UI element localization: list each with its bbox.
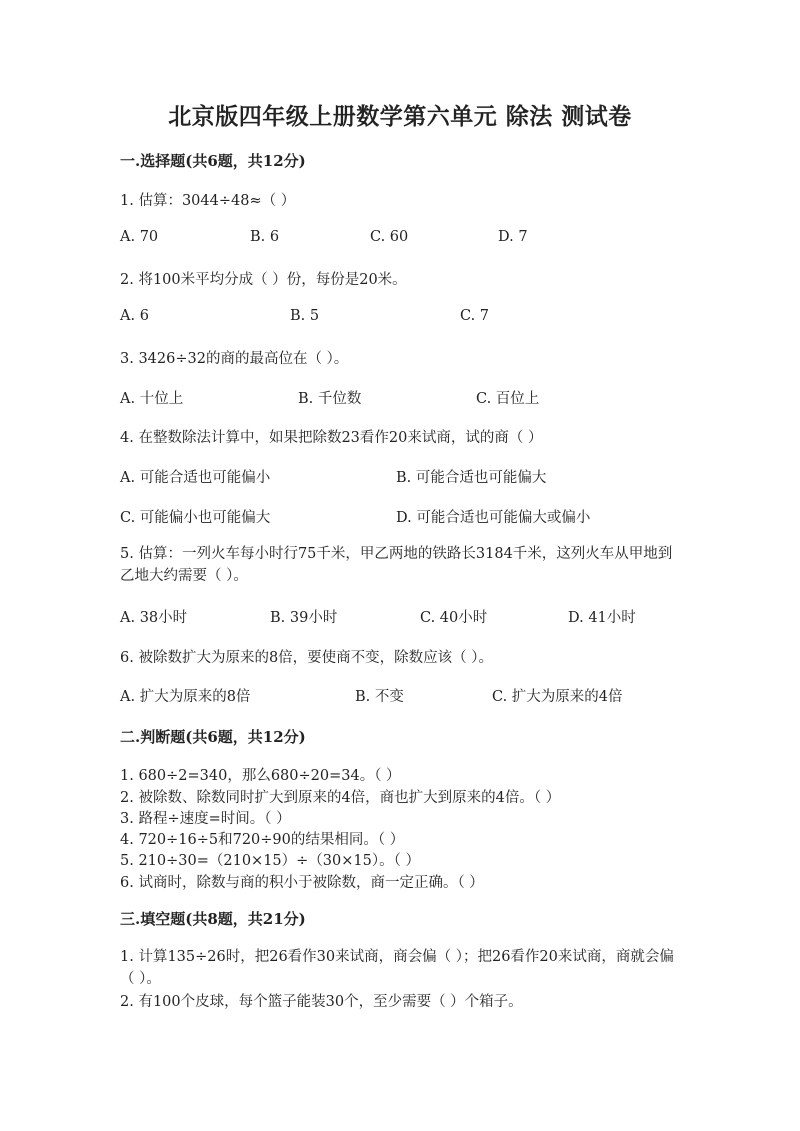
q1-option-b: B. 6 (250, 229, 280, 245)
q5-option-c: C. 40小时 (420, 610, 488, 626)
q2-option-b: B. 5 (290, 308, 320, 324)
q5-option-a: A. 38小时 (120, 610, 188, 626)
section-heading-choice: 一.选择题(共6题，共12分) (120, 152, 306, 170)
judge-line-5: 5. 210÷30=（210×15）÷（30×15）。（ ） (120, 853, 420, 869)
judge-line-1: 1. 680÷2=340，那么680÷20=34。（ ） (120, 768, 401, 784)
q5-option-d: D. 41小时 (568, 610, 636, 626)
q3-option-b: B. 千位数 (298, 391, 362, 407)
q5-option-b: B. 39小时 (270, 610, 338, 626)
question-1: 1. 估算：3044÷48≈（ ） (120, 193, 296, 209)
question-4: 4. 在整数除法计算中，如果把除数23看作20来试商，试的商（ ） (120, 430, 543, 446)
q4-option-c: C. 可能偏小也可能偏大 (120, 510, 271, 526)
question-6: 6. 被除数扩大为原来的8倍，要使商不变，除数应该（ ）。 (120, 650, 494, 666)
judge-line-4: 4. 720÷16÷5和720÷90的结果相同。（ ） (120, 832, 405, 848)
page-title: 北京版四年级上册数学第六单元 除法 测试卷 (168, 103, 632, 130)
question-5: 5. 估算：一列火车每小时行75千米，甲乙两地的铁路长3184千米，这列火车从甲地到乙地大约需要（ ）。 (120, 546, 673, 584)
q3-option-c: C. 百位上 (476, 391, 540, 407)
judge-line-6: 6. 试商时，除数与商的积小于被除数，商一定正确。（ ） (120, 875, 484, 891)
q6-option-b: B. 不变 (355, 689, 404, 705)
judge-line-3: 3. 路程÷速度=时间。（ ） (120, 811, 291, 827)
q1-option-c: C. 60 (370, 229, 409, 245)
fill-line-1: 1. 计算135÷26时，把26看作30来试商，商会偏（ ）；把26看作20来试商，商就会偏（ ）。 (120, 949, 674, 987)
q6-option-c: C. 扩大为原来的4倍 (492, 689, 623, 705)
q6-option-a: A. 扩大为原来的8倍 (120, 689, 251, 705)
judge-line-2: 2. 被除数、除数同时扩大到原来的4倍，商也扩大到原来的4倍。（ ） (120, 790, 561, 806)
section-heading-fill: 三.填空题(共8题，共21分) (120, 910, 306, 928)
q3-option-a: A. 十位上 (120, 391, 184, 407)
q2-option-a: A. 6 (120, 308, 149, 324)
question-3: 3. 3426÷32的商的最高位在（ ）。 (120, 351, 349, 367)
q4-option-b: B. 可能合适也可能偏大 (396, 470, 547, 486)
section-heading-judge: 二.判断题(共6题，共12分) (120, 728, 306, 746)
fill-line-2: 2. 有100个皮球，每个篮子能装30个，至少需要（ ）个箱子。 (120, 994, 523, 1010)
q1-option-a: A. 70 (120, 229, 159, 245)
q1-option-d: D. 7 (498, 229, 528, 245)
question-2: 2. 将100米平均分成（ ）份，每份是20米。 (120, 272, 407, 288)
q4-option-d: D. 可能合适也可能偏大或偏小 (396, 510, 591, 526)
q4-option-a: A. 可能合适也可能偏小 (120, 470, 271, 486)
q2-option-c: C. 7 (460, 308, 490, 324)
